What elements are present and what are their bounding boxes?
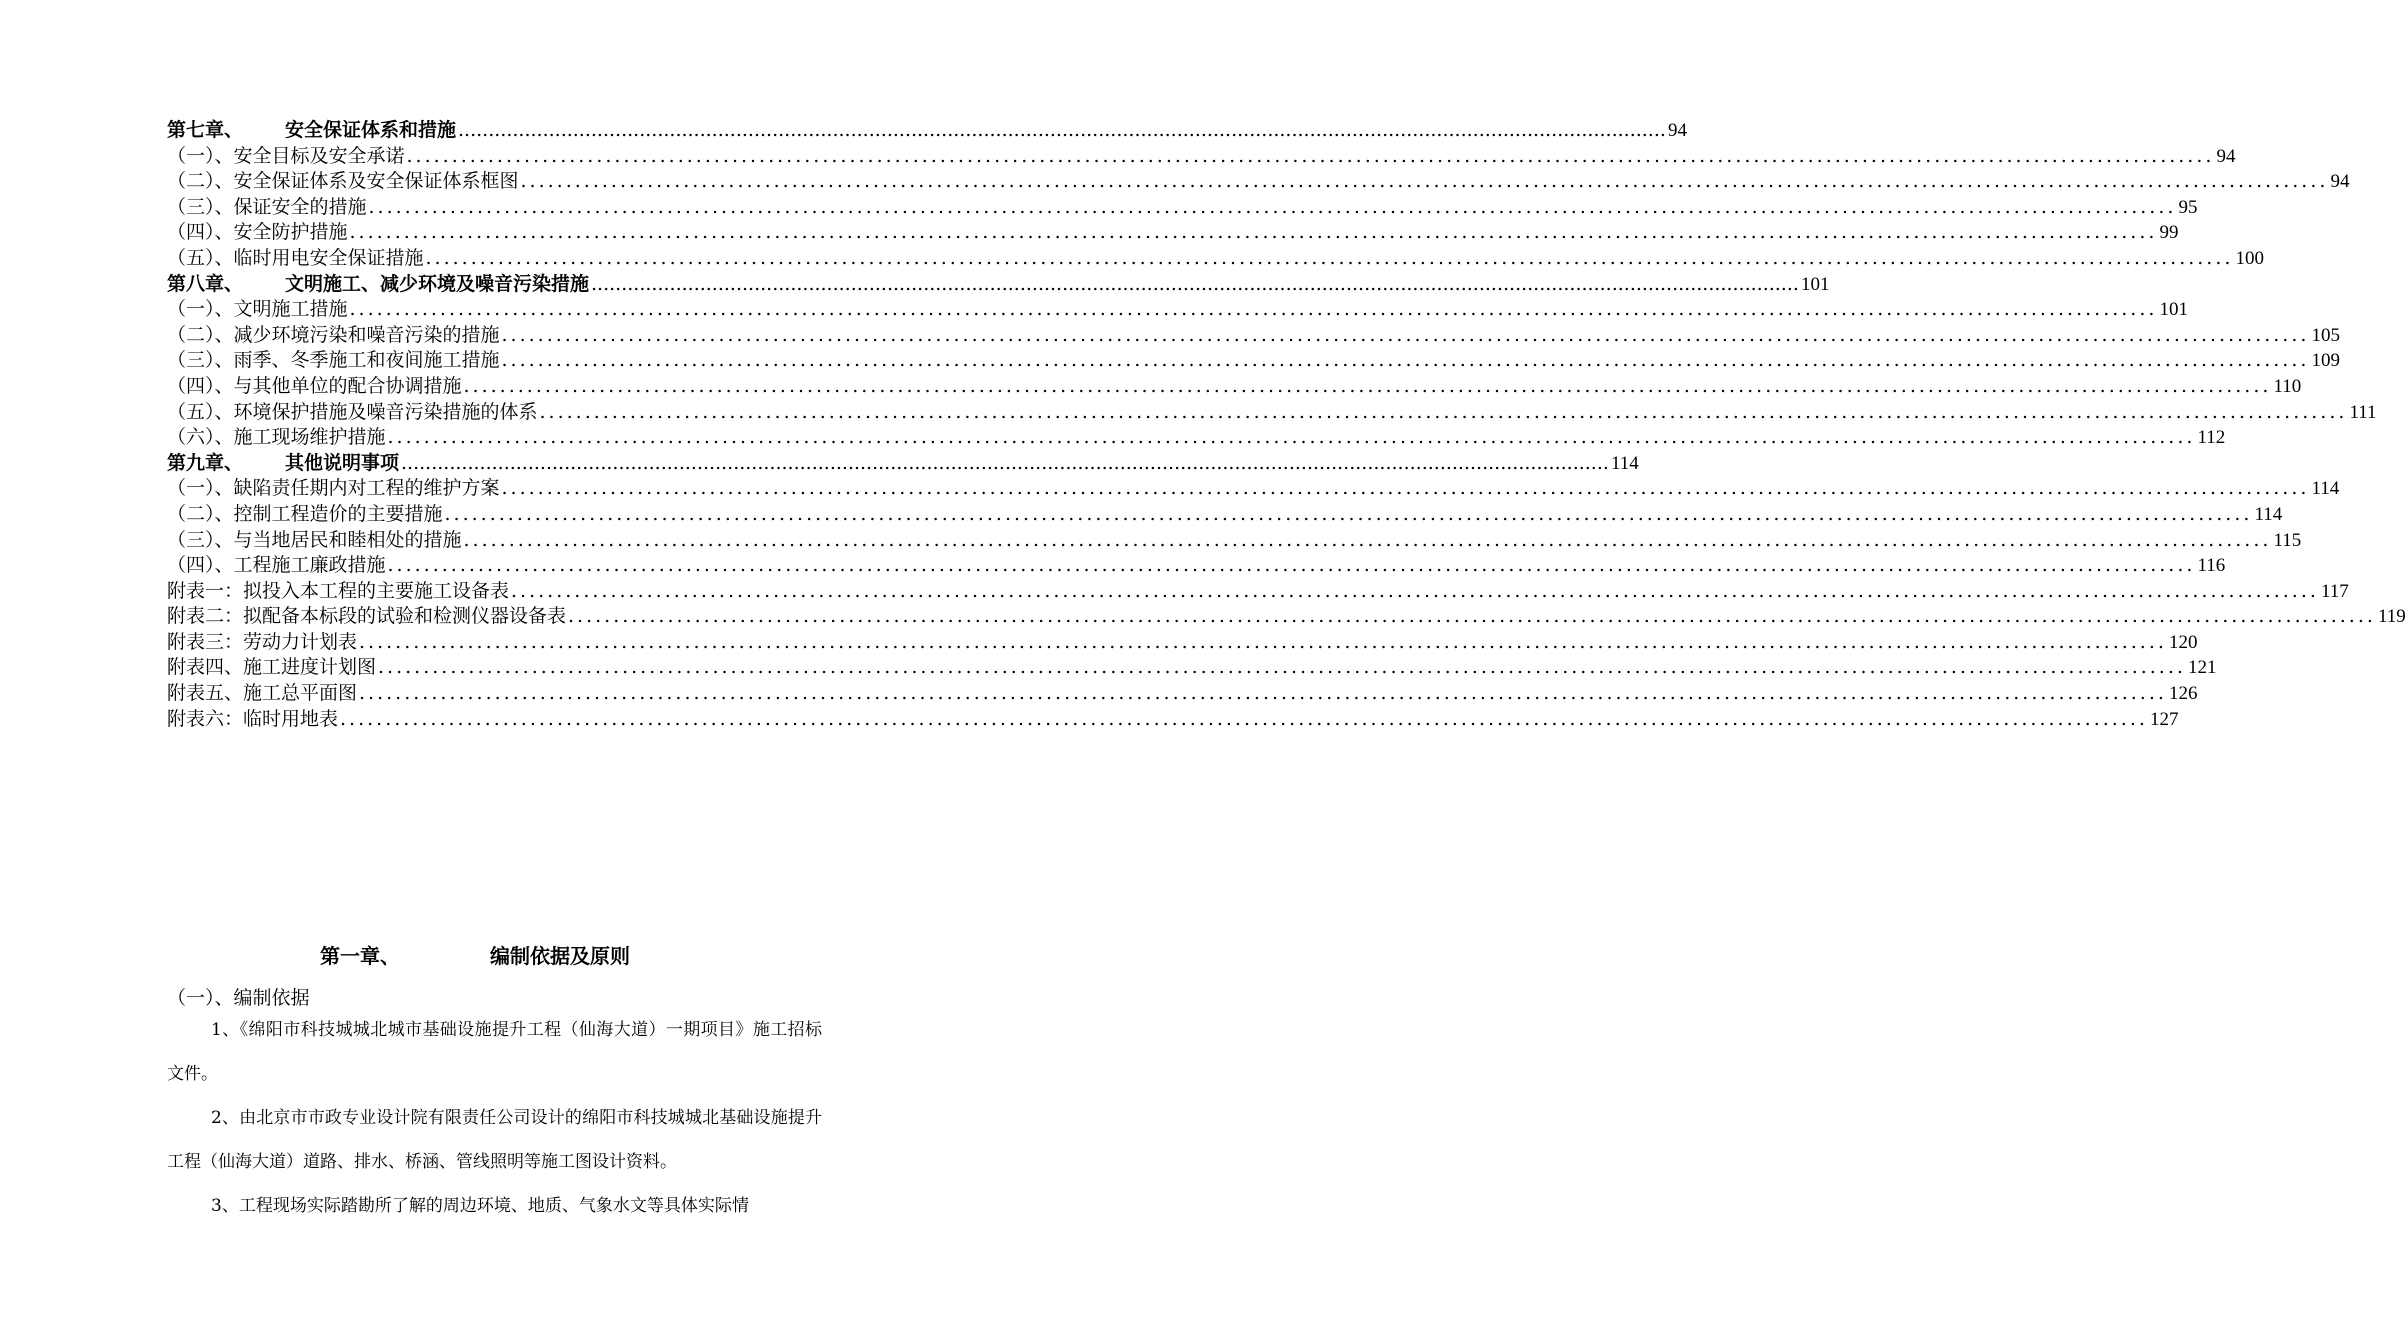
toc-entry-title [167, 118, 456, 144]
paragraph-text: 2、由北京市市政专业设计院有限责任公司设计的绵阳市科技城城北基础设施提升工程（仙海大道）道路、排水、桥涵、管线照明等施工图设计资料。 [167, 1108, 822, 1172]
toc-page-number: 111 [2349, 401, 2377, 423]
toc-entry [167, 169, 2350, 195]
toc-page-number: 94 [2216, 145, 2236, 167]
toc-page-number: 115 [2273, 529, 2302, 551]
toc-entry [167, 348, 2340, 374]
toc-entry-title: （二）、控制工程造价的主要措施 [167, 502, 443, 525]
sub-heading: （一）、编制依据 [167, 987, 310, 1009]
toc-chapter-number: 第八章、 [167, 272, 244, 295]
toc-entry [167, 655, 2217, 681]
toc-chapter-title: 其他说明事项 [285, 451, 400, 474]
toc-leader-dots: ........................................................................................................................................................................................................ [539, 400, 2348, 423]
toc-page-number: 112 [2197, 427, 2226, 449]
toc-leader-dots: ........................................................................................................................................................................................................ [378, 656, 2186, 679]
toc-entry [167, 604, 2406, 630]
toc-page-number: 126 [2168, 683, 2198, 705]
toc-page-number: 119 [2377, 606, 2406, 628]
toc-entry-title: （一）、文明施工措施 [167, 298, 348, 321]
toc-page-number: 114 [1610, 452, 1639, 474]
toc-leader-dots: ........................................................................................................................................................................................................ [520, 170, 2329, 193]
toc-page-number: 101 [2159, 299, 2188, 321]
toc-chapter-entry [167, 118, 1687, 144]
toc-page-number: 105 [2311, 324, 2340, 346]
toc-leader-dots: ........................................................................................................................................................................................................ [340, 707, 2148, 730]
toc-chapter-title: 文明施工、减少环境及噪音污染措施 [285, 272, 590, 295]
toc-leader-dots: ........................................................................................................................................................................................................ [349, 221, 2158, 244]
toc-page-number: 100 [2235, 247, 2264, 269]
toc-entry-title: 附表三：劳动力计划表 [167, 630, 358, 653]
toc-leader-dots: ........................................................................................................................................................................................................ [349, 298, 2158, 321]
toc-entry [167, 476, 2340, 502]
toc-entry-title [167, 272, 589, 298]
toc-page-number: 127 [2149, 708, 2179, 730]
toc-entry [167, 502, 2283, 528]
toc-entry-title: （二）、减少环境污染和噪音污染的措施 [167, 323, 500, 346]
toc-entry [167, 400, 2377, 426]
toc-page-number: 117 [2320, 580, 2349, 602]
toc-chapter-entry [167, 451, 1639, 477]
toc-page-number: 116 [2197, 555, 2226, 577]
toc-entry-title: （一）、安全目标及安全承诺 [167, 144, 405, 167]
toc-entry [167, 220, 2179, 246]
toc-leader-dots: ........................................................................................................................................................................................................ [425, 246, 2234, 269]
body-paragraph-2 [167, 1096, 822, 1184]
toc-page-number: 101 [1800, 273, 1830, 295]
toc-entry [167, 681, 2198, 707]
toc-page-number: 121 [2187, 657, 2217, 679]
toc-page-number: 99 [2159, 222, 2179, 244]
toc-chapter-number: 第七章、 [167, 119, 244, 141]
toc-leader-dots: ........................................................................................................................................................................................................ [359, 630, 2167, 653]
toc-entry [167, 528, 2302, 554]
chapter-heading [0, 940, 950, 969]
toc-leader-dots: ........................................................................................................................................................................................................ [501, 477, 2310, 500]
toc-entry-title: 附表六：临时用地表 [167, 707, 339, 730]
toc-leader-dots: ........................................................................................................................................................................................................ [463, 528, 2272, 551]
toc-leader-dots: ........................................................................................................................................................................................................ [368, 195, 2177, 218]
toc-entry [167, 707, 2179, 733]
toc-entry [167, 579, 2349, 605]
body-paragraph-3 [167, 1184, 822, 1228]
toc-entry-title: （三）、与当地居民和睦相处的措施 [167, 528, 462, 551]
toc-leader-dots: ........................................................................................................................................................................................................ [568, 605, 2376, 628]
toc-entry-title: （四）、与其他单位的配合协调措施 [167, 374, 462, 397]
toc-entry [167, 246, 2264, 272]
toc-page-number: 94 [2330, 171, 2350, 193]
toc-entry-title [167, 451, 399, 477]
table-of-contents [167, 118, 2406, 732]
toc-leader-dots: ........................................................................................................................................................................................................ [458, 119, 1666, 141]
toc-entry [167, 195, 2198, 221]
toc-leader-dots: ........................................................................................................................................................................................................ [387, 554, 2196, 577]
toc-entry-title: 附表一：拟投入本工程的主要施工设备表 [167, 579, 510, 602]
body-paragraph-1 [167, 1008, 822, 1096]
toc-entry-title: （二）、安全保证体系及安全保证体系框图 [167, 170, 519, 193]
chapter-number: 第一章、 [320, 944, 400, 968]
toc-page-number: 109 [2311, 350, 2340, 372]
toc-page-number: 120 [2168, 631, 2198, 653]
toc-chapter-entry [167, 272, 1830, 298]
toc-leader-dots: ........................................................................................................................................................................................................ [387, 426, 2196, 449]
toc-entry [167, 425, 2226, 451]
chapter-title: 编制依据及原则 [490, 944, 630, 968]
toc-entry [167, 553, 2226, 579]
toc-page-number: 114 [2254, 503, 2283, 525]
toc-entry [167, 297, 2188, 323]
paragraph-text: 1、《绵阳市科技城城北城市基础设施提升工程（仙海大道）一期项目》施工招标文件。 [167, 1020, 822, 1084]
toc-entry [167, 374, 2302, 400]
toc-leader-dots: ........................................................................................................................................................................................................ [406, 144, 2215, 167]
toc-leader-dots: ........................................................................................................................................................................................................ [501, 349, 2310, 372]
toc-entry-title: （三）、保证安全的措施 [167, 195, 367, 218]
toc-entry-title: （四）、安全防护措施 [167, 221, 348, 244]
toc-entry-title: （五）、环境保护措施及噪音污染措施的体系 [167, 400, 538, 423]
toc-entry-title: （四）、工程施工廉政措施 [167, 554, 386, 577]
toc-page-number: 114 [2311, 478, 2340, 500]
toc-leader-dots: ........................................................................................................................................................................................................ [591, 272, 1799, 295]
toc-page-number: 94 [1667, 120, 1687, 141]
toc-entry [167, 630, 2198, 656]
toc-leader-dots: ........................................................................................................................................................................................................ [463, 374, 2272, 397]
toc-page-number: 110 [2273, 375, 2302, 397]
toc-page-number: 95 [2178, 196, 2198, 218]
paragraph-text: 3、工程现场实际踏勘所了解的周边环境、地质、气象水文等具体实际情 [211, 1196, 749, 1216]
toc-leader-dots: ........................................................................................................................................................................................................ [401, 451, 1609, 474]
toc-entry [167, 323, 2340, 349]
toc-entry-title: （三）、雨季、冬季施工和夜间施工措施 [167, 349, 500, 372]
toc-leader-dots: ........................................................................................................................................................................................................ [444, 502, 2253, 525]
toc-entry-title: 附表四、施工进度计划图 [167, 656, 377, 679]
toc-leader-dots: ........................................................................................................................................................................................................ [501, 323, 2310, 346]
toc-entry-title: （五）、临时用电安全保证措施 [167, 246, 424, 269]
toc-entry-title: 附表五、施工总平面图 [167, 682, 358, 705]
toc-leader-dots: ........................................................................................................................................................................................................ [359, 682, 2167, 705]
toc-entry-title: （一）、缺陷责任期内对工程的维护方案 [167, 477, 500, 500]
toc-entry [167, 144, 2236, 170]
toc-entry-title: （六）、施工现场维护措施 [167, 426, 386, 449]
toc-chapter-title: 安全保证体系和措施 [285, 119, 457, 141]
toc-leader-dots: ........................................................................................................................................................................................................ [511, 579, 2319, 602]
toc-chapter-number: 第九章、 [167, 451, 244, 474]
toc-entry-title: 附表二：拟配备本标段的试验和检测仪器设备表 [167, 605, 567, 628]
